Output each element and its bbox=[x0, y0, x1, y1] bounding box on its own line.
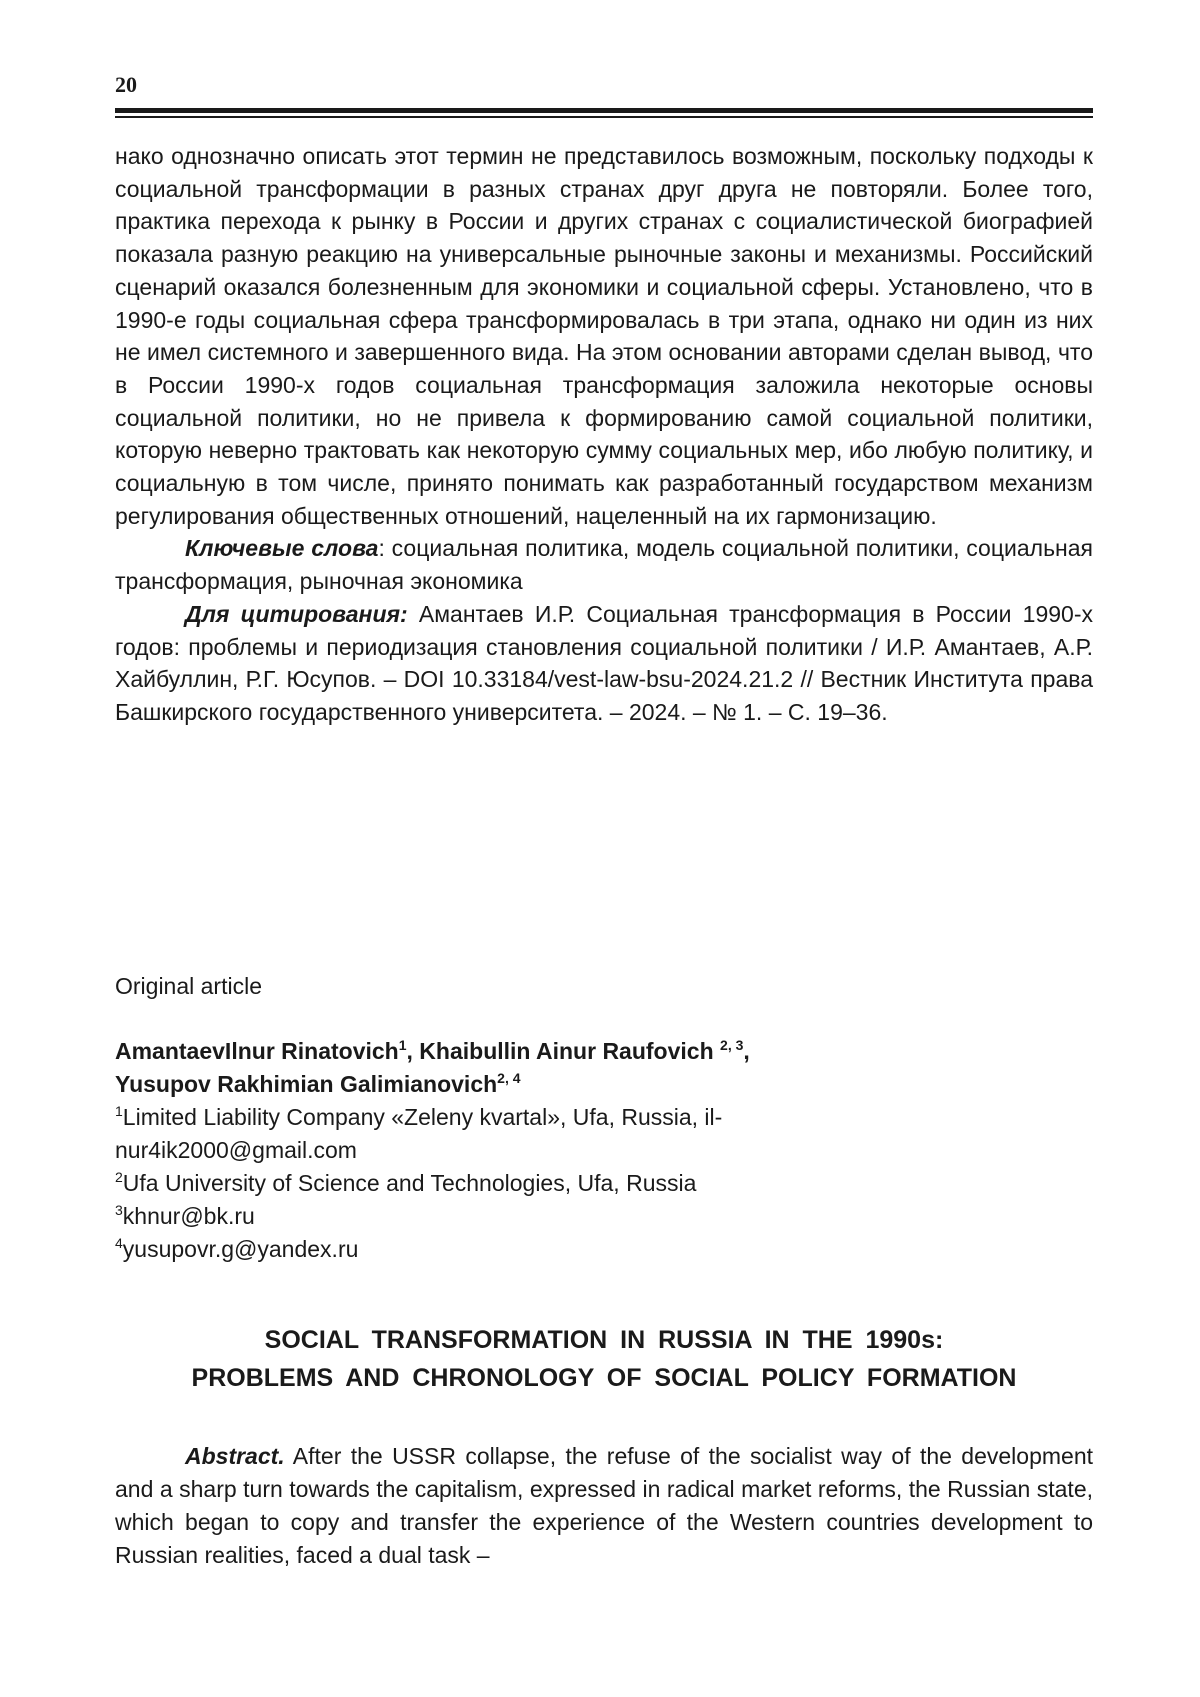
article-type-label: Original article bbox=[115, 973, 262, 999]
affiliation-2-sup: 2 bbox=[115, 1169, 123, 1185]
author-1-sup: 1 bbox=[398, 1037, 407, 1053]
affiliation-3-text: khnur@bk.ru bbox=[122, 1203, 255, 1229]
keywords-label: Ключевые слова bbox=[185, 535, 379, 562]
citation-label: Для цитирования: bbox=[185, 600, 408, 627]
author-3-name: Yusupov Rakhimian Galimianovich bbox=[115, 1071, 498, 1097]
affiliation-2 bbox=[115, 1167, 1093, 1200]
author-3-sup: 2, 4 bbox=[497, 1070, 521, 1086]
authors-block bbox=[115, 1035, 1093, 1266]
keywords-paragraph bbox=[115, 532, 1093, 597]
article-title-line-1: SOCIAL TRANSFORMATION IN RUSSIA IN THE 1990s: bbox=[264, 1326, 944, 1354]
header-rule-thin bbox=[115, 116, 1093, 118]
affiliation-1-line-2: nur4ik2000@gmail.com bbox=[115, 1137, 357, 1163]
citation-paragraph bbox=[115, 598, 1093, 729]
author-names-line-1 bbox=[115, 1035, 1093, 1068]
abstract-text: After the USSR collapse, the refuse of the socialist way of the development and a sharp turn towards the capitalism, expressed in radical market reforms, the Russian state, which began to copy and transfer the experience of the Western countries development to Russian realities, faced a dual task – bbox=[115, 1443, 1093, 1568]
affiliation-3 bbox=[115, 1200, 1093, 1233]
author-2-trailing-comma: , bbox=[743, 1038, 750, 1064]
english-abstract-paragraph bbox=[115, 1440, 1093, 1572]
author-names-line-2 bbox=[115, 1068, 1093, 1101]
russian-abstract-section bbox=[115, 140, 1093, 729]
keywords-text: : социальная политика, модель социальной политики, социальная трансформация, рыночная экономика bbox=[115, 535, 1094, 595]
citation-text: Амантаев И.Р. Социальная трансформация в России 1990-х годов: проблемы и периодизация становления социальной политики / И.Р. Амантаев, А.Р. Хайбуллин, Р.Г. Юсупов. – DOI 10.33184/vest-law-bsu-2024.21.2 // Вестник Института права Башкирского государственного университета. – 2024. – № 1. – С. 19–36. bbox=[115, 600, 1093, 725]
affiliation-3-sup: 3 bbox=[115, 1202, 123, 1218]
author-2-name: , Khaibullin Ainur Raufovich bbox=[406, 1038, 721, 1064]
affiliation-1-sup: 1 bbox=[115, 1103, 123, 1119]
page-number: 20 bbox=[115, 72, 137, 97]
header-rule-thick bbox=[115, 108, 1093, 113]
affiliation-1-line-1 bbox=[115, 1101, 1093, 1134]
author-2-sup: 2, 3 bbox=[720, 1037, 744, 1053]
abstract-continuation-paragraph: нако однозначно описать этот термин не представилось возможным, поскольку подходы к социальной трансформации в разных странах друг друга не повторяли. Более того, практика перехода к рынку в России и других странах с социалистической биографией показала разную реакцию на универсальные рыночные законы и механизмы. Российский сценарий оказался болезненным для экономики и социальной сферы. Установлено, что в 1990-е годы социальная сфера трансформировалась в три этапа, однако ни один из них не имел системного и завершенного вида. На этом основании авторами сделан вывод, что в России 1990-х годов социальная трансформация заложила некоторые основы социальной политики, но не привела к формированию самой социальной политики, которую неверно трактовать как некоторую сумму социальных мер, ибо любую политику, и социальную в том числе, принято понимать как разработанный государством механизм регулирования общественных отношений, нацеленный на их гармонизацию. bbox=[115, 143, 1093, 529]
article-title-line-2: PROBLEMS AND CHRONOLOGY OF SOCIAL POLICY FORMATION bbox=[191, 1364, 1017, 1392]
affiliation-4-sup: 4 bbox=[115, 1235, 123, 1251]
affiliation-4 bbox=[115, 1233, 1093, 1266]
abstract-label: Abstract. bbox=[185, 1443, 285, 1469]
author-1-name: AmantaevIlnur Rinatovich bbox=[115, 1038, 399, 1064]
english-abstract-section bbox=[115, 1440, 1093, 1572]
affiliation-2-text: Ufa University of Science and Technologies, Ufa, Russia bbox=[122, 1170, 697, 1196]
affiliation-1-text: Limited Liability Company «Zeleny kvartal», Ufa, Russia, il- bbox=[122, 1104, 723, 1130]
article-title bbox=[115, 1321, 1093, 1397]
affiliation-4-text: yusupovr.g@yandex.ru bbox=[122, 1236, 359, 1262]
